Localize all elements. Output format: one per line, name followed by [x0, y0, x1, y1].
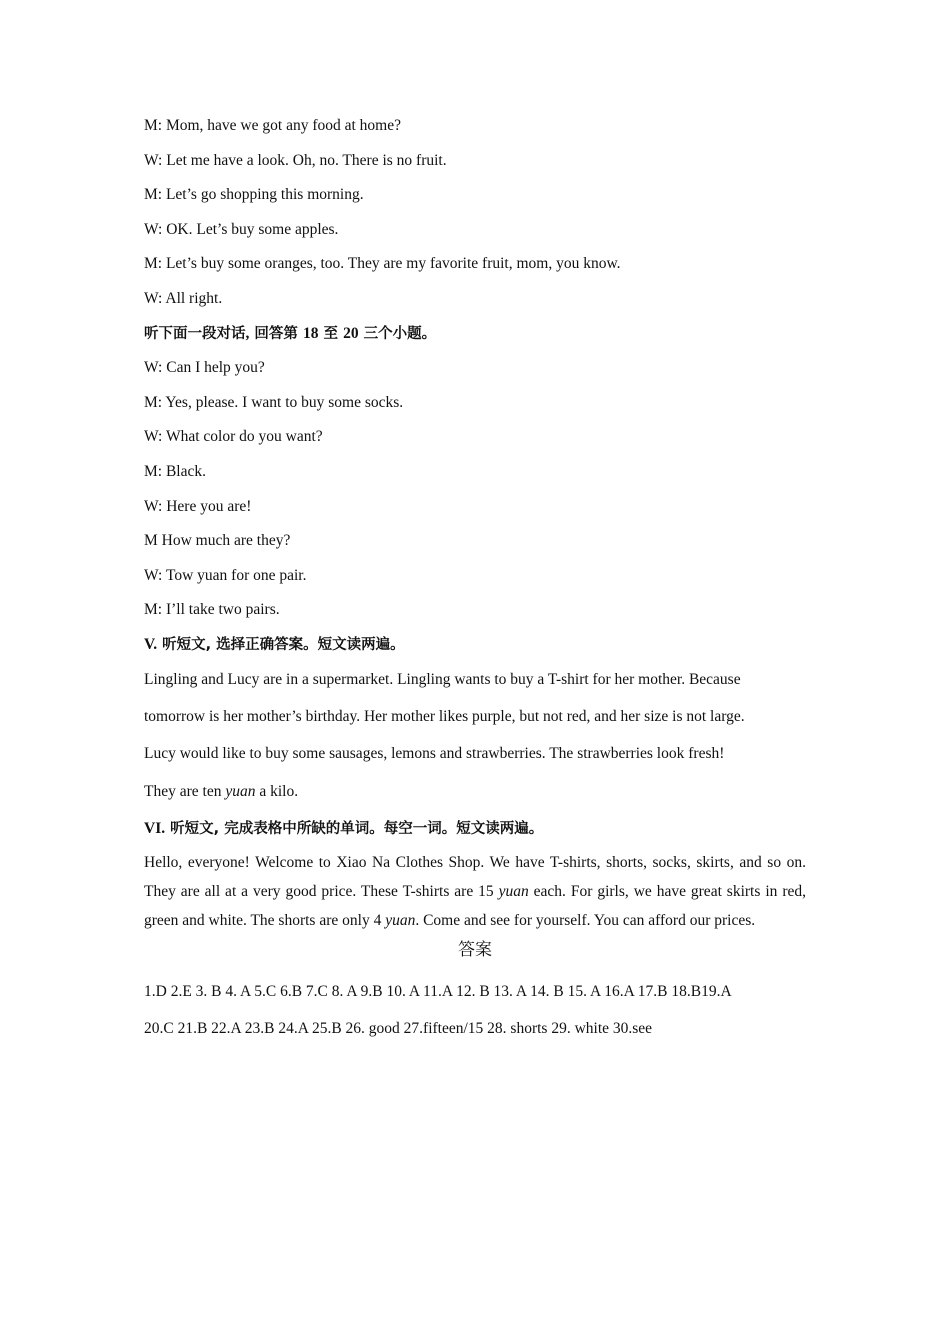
answers-title: 答案	[458, 940, 492, 961]
dialogue-line: W: Can I help you?	[144, 359, 265, 377]
dialogue-line: M: Let’s go shopping this morning.	[144, 186, 364, 204]
heading-text: 听下面一段对话	[144, 325, 246, 342]
passage-italic: yuan	[225, 782, 256, 800]
document-page	[144, 116, 806, 1048]
passage-text: . Come and see for yourself. You can afford our prices.	[415, 912, 756, 930]
dialogue-line: M How much are they?	[144, 532, 291, 550]
heading-text: 至	[318, 325, 344, 342]
section-5-heading	[144, 635, 806, 670]
dialogue-2-heading	[144, 324, 806, 359]
section-number: VI.	[144, 820, 166, 838]
section-5-passage	[144, 670, 806, 820]
heading-comma: ,	[245, 324, 250, 342]
passage-text: Hello, everyone! Welcome to Xiao Na Clothes Shop. We have T-shirts, shorts, socks, skirts, and so on. They are all at a very good price. These T-shirts are 15	[144, 854, 806, 901]
dialogue-line: W: What color do you want?	[144, 428, 323, 446]
passage-text: a kilo.	[255, 782, 299, 800]
passage-italic: yuan	[385, 912, 416, 930]
dialogue-line: M: Mom, have we got any food at home?	[144, 117, 401, 134]
heading-text: 回答第	[249, 325, 303, 342]
dialogue-line: M: Black.	[144, 462, 206, 480]
section-number: V.	[144, 635, 158, 653]
heading-number: 20	[343, 324, 359, 342]
section-6-heading	[144, 819, 806, 848]
passage-line	[144, 782, 806, 819]
section-title: 听短文, 选择正确答案。短文读两遍。	[157, 636, 405, 653]
dialogue-line: W: All right.	[144, 289, 223, 307]
passage-italic: yuan	[498, 883, 529, 901]
dialogue-line: M: Yes, please. I want to buy some socks.	[144, 393, 404, 411]
answers-line: 1.D 2.E 3. B 4. A 5.C 6.B 7.C 8. A 9.B 10. A 11.A 12. B 13. A 14. B 15. A 16.A 17.B 18.B19.A	[144, 983, 732, 1001]
heading-text: 三个小题。	[358, 325, 437, 342]
section-title: 听短文, 完成表格中所缺的单词。每空一词。短文读两遍。	[165, 821, 544, 838]
answers-block	[144, 973, 806, 1048]
dialogue-line: W: Here you are!	[144, 497, 252, 515]
passage-line: tomorrow is her mother’s birthday. Her mother likes purple, but not red, and her size is not large.	[144, 707, 745, 725]
passage-line: Lucy would like to buy some sausages, lemons and strawberries. The strawberries look fresh!	[144, 745, 725, 763]
section-6-passage	[144, 848, 806, 935]
passage-line: Lingling and Lucy are in a supermarket. Lingling wants to buy a T-shirt for her mother. Because	[144, 670, 741, 688]
dialogue-line: M: Let’s buy some oranges, too. They are my favorite fruit, mom, you know.	[144, 255, 621, 273]
dialogue-1	[144, 116, 806, 324]
passage-text: each. For girls, we have great skirts in red, green and white. The shorts are only 4	[144, 883, 806, 930]
answers-line: 20.C 21.B 22.A 23.B 24.A 25.B 26. good 27.fifteen/15 28. shorts 29. white 30.see	[144, 1020, 653, 1038]
dialogue-line: M: I’ll take two pairs.	[144, 601, 280, 619]
dialogue-line: W: Let me have a look. Oh, no. There is no fruit.	[144, 151, 447, 169]
dialogue-2	[144, 358, 806, 635]
dialogue-line: W: Tow yuan for one pair.	[144, 566, 307, 584]
heading-number: 18	[302, 324, 319, 342]
passage-text: They are ten	[144, 782, 226, 800]
dialogue-line: W: OK. Let’s buy some apples.	[144, 220, 339, 238]
